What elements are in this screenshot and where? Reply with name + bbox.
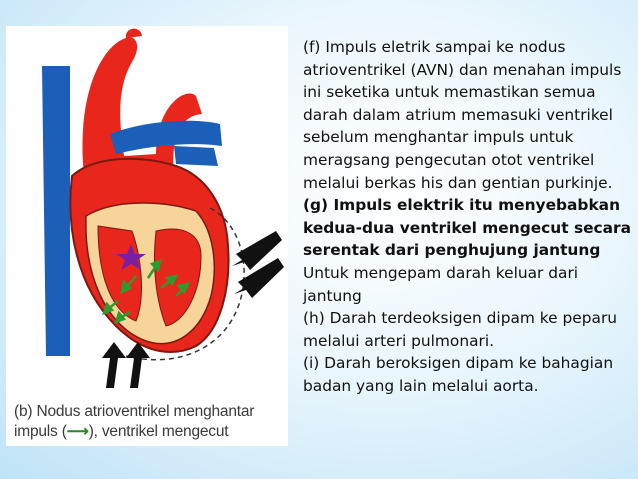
paragraph-g-rest: Untuk mengepam darah keluar dari jantung [303, 263, 579, 305]
black-arrows-right [232, 231, 284, 298]
caption-arrow-icon: ⟶ [66, 423, 89, 440]
paragraph-f: (f) Impuls eletrik sampai ke nodus atrioventrikel (AVN) dan menahan impuls ini seketika untuk memastikan semua darah dalam atrium memasuki ventrikel sebelum menghantar impuls untuk meragsang pengecutan otot ventrikel melalui berkas his dan gentian purkinje. [303, 38, 622, 192]
paragraph-g-bold: (g) Impuls elektrik itu menyebabkan kedua-dua ventrikel mengecut secara serentak dari penghujung jantung [303, 196, 632, 260]
explanation-text [303, 36, 633, 398]
heart-diagram-panel [6, 26, 288, 446]
vena-cava-shape [42, 66, 70, 356]
paragraph-h: (h) Darah terdeoksigen dipam ke peparu melalui arteri pulmonari. [303, 309, 618, 350]
black-arrows-bottom [102, 342, 150, 388]
caption-prefix: (b) Nodus atrioventrikel menghantar impuls ( [14, 403, 255, 440]
heart-diagram [6, 26, 288, 446]
figure-caption [14, 402, 292, 442]
caption-suffix: ), ventrikel mengecut [88, 423, 229, 440]
paragraph-i: (i) Darah beroksigen dipam ke bahagian badan yang lain melalui aorta. [303, 354, 614, 395]
paragraph-g [303, 194, 633, 307]
